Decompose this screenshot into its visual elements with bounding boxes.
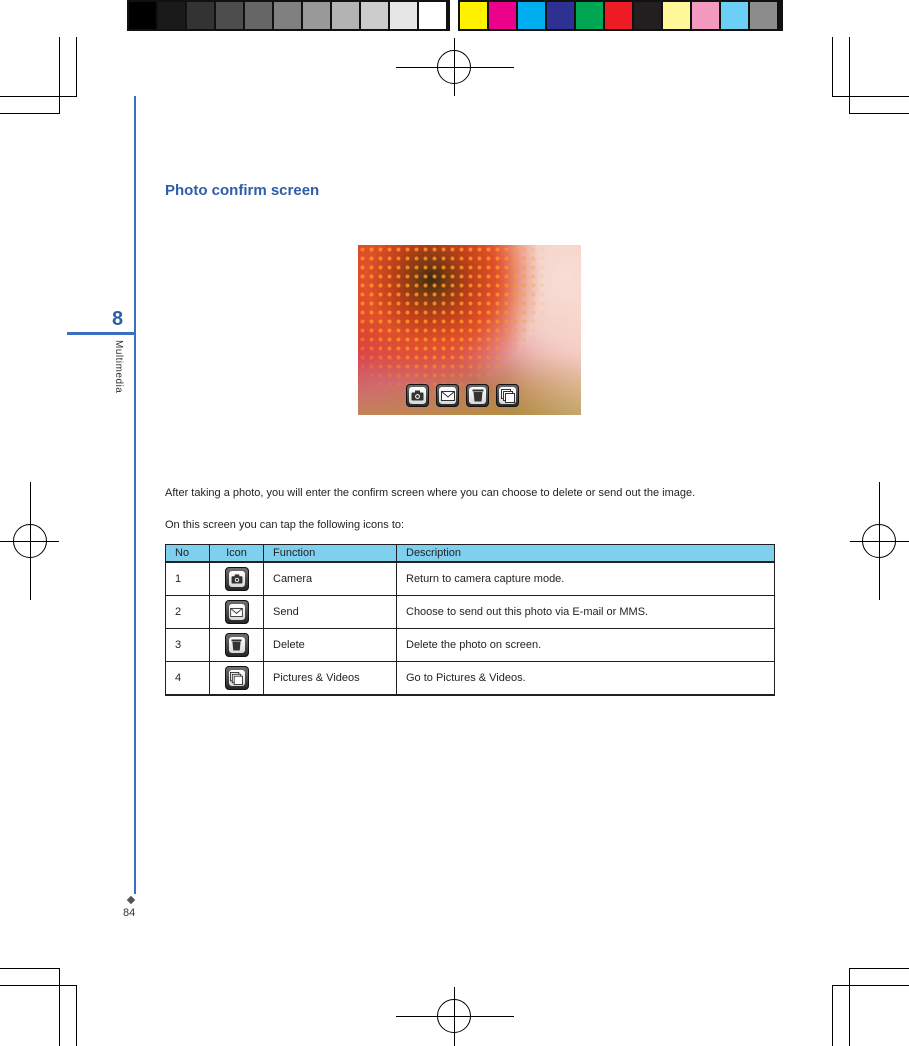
row-function: Camera <box>264 562 397 596</box>
color-swatch <box>750 2 777 29</box>
table-row <box>166 629 775 662</box>
icon-function-table <box>165 544 775 696</box>
row-description: Go to Pictures & Videos. <box>397 662 775 696</box>
header-function: Function <box>264 545 397 563</box>
trash-icon <box>472 389 484 402</box>
color-swatch <box>216 2 243 29</box>
color-swatch <box>460 2 487 29</box>
gallery-icon <box>225 666 249 690</box>
row-function: Send <box>264 596 397 629</box>
camera-button[interactable] <box>406 384 429 407</box>
gallery-icon <box>501 389 515 403</box>
color-swatch <box>576 2 603 29</box>
table-row <box>166 662 775 696</box>
row-function: Pictures & Videos <box>264 662 397 696</box>
gallery-button[interactable] <box>496 384 519 407</box>
color-swatch <box>692 2 719 29</box>
margin-rule <box>134 96 136 894</box>
camera-icon <box>225 567 249 591</box>
envelope-icon <box>225 600 249 624</box>
color-swatch <box>158 2 185 29</box>
row-number: 4 <box>166 662 210 696</box>
page-marker-icon <box>127 896 135 904</box>
color-swatch <box>547 2 574 29</box>
color-swatch <box>605 2 632 29</box>
intro-paragraph: After taking a photo, you will enter the confirm screen where you can choose to delete or send out the image. <box>165 487 696 499</box>
table-row <box>166 562 775 596</box>
trash-icon <box>225 633 249 657</box>
instruction-paragraph: On this screen you can tap the following icons to: <box>165 519 405 531</box>
header-description: Description <box>397 545 775 563</box>
chapter-number: 8 <box>112 308 124 330</box>
color-swatch <box>245 2 272 29</box>
row-description: Return to camera capture mode. <box>397 562 775 596</box>
color-swatch <box>361 2 388 29</box>
color-swatch <box>634 2 661 29</box>
row-description: Delete the photo on screen. <box>397 629 775 662</box>
header-icon: Icon <box>210 545 264 563</box>
photo-preview <box>358 245 581 415</box>
color-swatch <box>274 2 301 29</box>
photo-toolbar <box>406 384 519 407</box>
chapter-rule <box>67 332 135 335</box>
row-number: 1 <box>166 562 210 596</box>
color-swatch <box>419 2 446 29</box>
camera-icon <box>411 390 424 401</box>
color-swatch <box>303 2 330 29</box>
row-description: Choose to send out this photo via E-mail or MMS. <box>397 596 775 629</box>
chapter-label: Multimedia <box>113 340 124 394</box>
row-number: 2 <box>166 596 210 629</box>
color-swatch <box>129 2 156 29</box>
table-header-row <box>166 545 775 563</box>
row-function: Delete <box>264 629 397 662</box>
color-swatch <box>332 2 359 29</box>
color-swatch <box>721 2 748 29</box>
send-button[interactable] <box>436 384 459 407</box>
row-number: 3 <box>166 629 210 662</box>
color-swatch <box>518 2 545 29</box>
delete-button[interactable] <box>466 384 489 407</box>
color-swatch <box>663 2 690 29</box>
header-no: No <box>166 545 210 563</box>
page-number: 84 <box>123 907 136 919</box>
table-row <box>166 596 775 629</box>
envelope-icon <box>441 391 455 401</box>
color-swatch <box>390 2 417 29</box>
color-swatch <box>489 2 516 29</box>
color-swatch <box>187 2 214 29</box>
page-title: Photo confirm screen <box>165 182 320 199</box>
